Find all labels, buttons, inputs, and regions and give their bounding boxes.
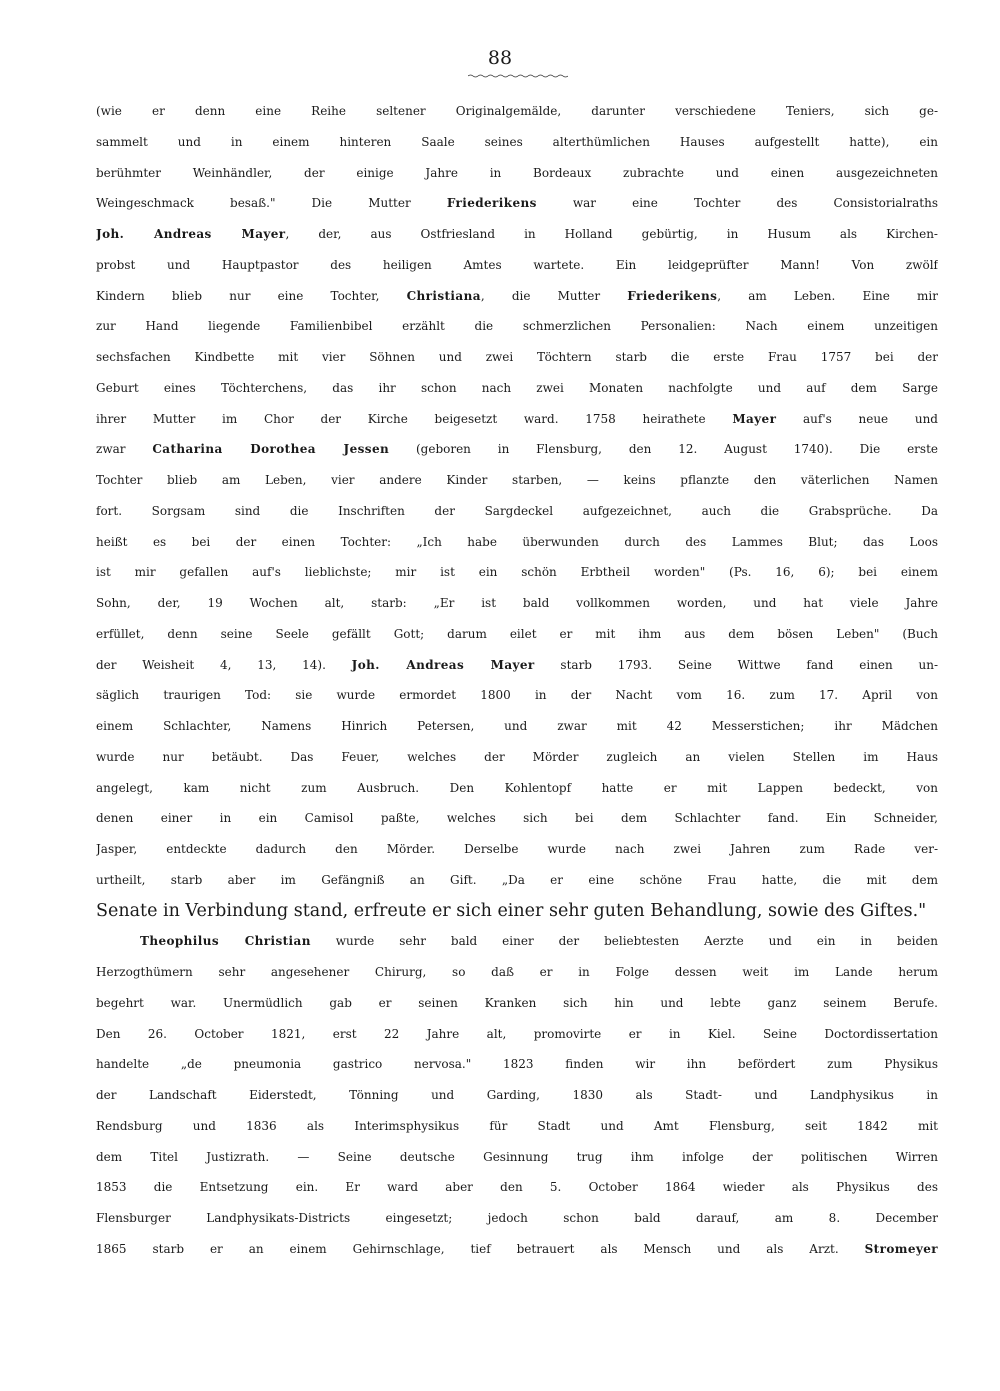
text-line — [96, 926, 938, 957]
emphasized-name: Friederikens — [446, 196, 537, 211]
text-line — [96, 1172, 938, 1203]
text-segment: Weingeschmack besaß." Die Mutter — [96, 196, 447, 211]
text-line — [96, 373, 938, 404]
text-segment: Den 26. October 1821, erst 22 Jahre alt, promovirte er in Kiel. Seine Doctordissertation — [96, 1026, 938, 1041]
emphasized-name: Theophilus Christian — [140, 934, 311, 949]
text-segment: handelte „de pneumonia gastrico nervosa." 1823 finden wir ihn befördert zum Physikus — [96, 1057, 938, 1072]
text-segment: angelegt, kam nicht zum Ausbruch. Den Kohlentopf hatte er mit Lappen bedeckt, von — [96, 780, 938, 795]
text-segment: zur Hand liegende Familienbibel erzählt die schmerzlichen Personalien: Nach einem unzeitigen — [96, 319, 938, 334]
emphasized-name: Catharina Dorothea Jessen — [152, 442, 390, 457]
text-segment: berühmter Weinhändler, der einige Jahre in Bordeaux zubrachte und einen ausgezeichneten — [96, 165, 938, 180]
text-line — [96, 404, 938, 435]
emphasized-name: Christiana — [406, 288, 481, 303]
text-segment: begehrt war. Unermüdlich gab er seinen Kranken sich hin und lebte ganz seinem Berufe. — [96, 995, 938, 1010]
text-line — [96, 680, 938, 711]
text-line — [96, 219, 938, 250]
text-line — [96, 127, 938, 158]
page-number-ornament — [468, 74, 568, 78]
text-line — [96, 1203, 938, 1234]
text-segment: wurde nur betäubt. Das Feuer, welches der Mörder zugleich an vielen Stellen im Haus — [96, 749, 938, 764]
text-line — [96, 773, 938, 804]
emphasized-name: Joh. Andreas Mayer — [96, 227, 286, 241]
text-segment: Senate in Verbindung stand, erfreute er sich einer sehr guten Behandlung, sowie des Giftes." — [96, 900, 927, 921]
text-segment: sammelt und in einem hinteren Saale seines alterthümlichen Hauses aufgestellt hatte), ein — [96, 134, 938, 149]
text-line — [96, 957, 938, 988]
text-segment: urtheilt, starb aber im Gefängniß an Gift. „Da er eine schöne Frau hatte, die mit dem — [96, 872, 938, 887]
text-segment: probst und Hauptpastor des heiligen Amtes wartete. Ein leidgeprüfter Mann! Von zwölf — [96, 257, 938, 272]
text-segment: dem Titel Justizrath. — Seine deutsche Gesinnung trug ihm infolge der politischen Wirren — [96, 1149, 938, 1164]
text-segment: sechsfachen Kindbette mit vier Söhnen und zwei Töchtern starb die erste Frau 1757 bei der — [96, 350, 938, 364]
text-line — [96, 1049, 938, 1080]
emphasized-name: Mayer — [732, 411, 777, 426]
text-segment: erfüllet, denn seine Seele gefällt Gott; darum eilet er mit ihm aus dem bösen Leben" (Buch — [96, 626, 938, 641]
text-segment: wurde sehr bald einer der beliebtesten Aerzte und ein in beiden — [310, 934, 938, 949]
text-segment: starb 1793. Seine Wittwe fand einen un- — [534, 657, 938, 672]
text-line — [96, 896, 938, 927]
text-segment: Sohn, der, 19 Wochen alt, starb: „Er ist bald vollkommen worden, und hat viele Jahre — [96, 596, 938, 610]
text-line — [96, 1234, 938, 1265]
text-segment: fort. Sorgsam sind die Inschriften der Sargdeckel aufgezeichnet, auch die Grabsprüche. Da — [96, 503, 938, 518]
text-segment: , der, aus Ostfriesland in Holland gebürtig, in Husum als Kirchen- — [285, 227, 938, 241]
text-line — [96, 588, 938, 619]
text-segment: , am Leben. Eine mir — [717, 288, 938, 303]
text-line — [96, 619, 938, 650]
text-line — [96, 1111, 938, 1142]
text-line — [96, 96, 938, 127]
emphasized-name: Friederikens — [627, 288, 718, 303]
text-line — [96, 342, 938, 373]
text-line — [96, 496, 938, 527]
text-line — [96, 1142, 938, 1173]
text-segment: Jasper, entdeckte dadurch den Mörder. Derselbe wurde nach zwei Jahren zum Rade ver- — [96, 842, 938, 856]
text-line — [96, 650, 938, 681]
emphasized-name: Stromeyer — [864, 1241, 938, 1256]
text-line — [96, 1019, 938, 1050]
text-segment: der Landschaft Eiderstedt, Tönning und Garding, 1830 als Stadt- und Landphysikus in — [96, 1088, 938, 1102]
text-segment: auf's neue und — [776, 411, 938, 426]
text-line — [96, 434, 938, 465]
text-segment: denen einer in ein Camisol paßte, welches sich bei dem Schlachter fand. Ein Schneider, — [96, 811, 938, 826]
emphasized-name: Joh. Andreas Mayer — [351, 657, 535, 672]
text-segment: Tochter blieb am Leben, vier andere Kinder starben, — keins pflanzte den väterlichen Namen — [96, 473, 938, 487]
text-segment: ist mir gefallen auf's lieblichste; mir ist ein schön Erbtheil worden" (Ps. 16, 6); bei einem — [96, 565, 938, 580]
text-line — [96, 250, 938, 281]
text-line — [96, 865, 938, 896]
text-line — [96, 742, 938, 773]
text-segment: 1865 starb er an einem Gehirnschlage, tief betrauert als Mensch und als Arzt. — [96, 1241, 865, 1256]
text-line — [96, 557, 938, 588]
text-line — [96, 1080, 938, 1111]
text-segment: säglich traurigen Tod: sie wurde ermordet 1800 in der Nacht vom 16. zum 17. April von — [96, 688, 938, 703]
text-line — [96, 711, 938, 742]
text-segment: Kindern blieb nur eine Tochter, — [96, 288, 407, 303]
text-line — [96, 188, 938, 219]
text-line — [96, 158, 938, 189]
text-line — [96, 988, 938, 1019]
text-segment: war eine Tochter des Consistorialraths — [536, 196, 938, 211]
text-segment: Geburt eines Töchterchens, das ihr schon nach zwei Monaten nachfolgte und auf dem Sarge — [96, 380, 938, 395]
text-segment: 1853 die Entsetzung ein. Er ward aber den 5. October 1864 wieder als Physikus des — [96, 1180, 938, 1195]
text-segment: einem Schlachter, Namens Hinrich Petersen, und zwar mit 42 Messerstichen; ihr Mädchen — [96, 719, 938, 733]
text-segment: Herzogthümern sehr angesehener Chirurg, so daß er in Folge dessen weit im Lande herum — [96, 965, 938, 979]
text-segment: Rendsburg und 1836 als Interimsphysikus für Stadt und Amt Flensburg, seit 1842 mit — [96, 1118, 938, 1133]
text-line — [96, 834, 938, 865]
text-segment: , die Mutter — [480, 288, 628, 303]
text-segment: der Weisheit 4, 13, 14). — [96, 657, 352, 672]
text-segment: Flensburger Landphysikats-Districts eingesetzt; jedoch schon bald darauf, am 8. December — [96, 1211, 938, 1225]
text-line — [96, 803, 938, 834]
text-line — [96, 465, 938, 496]
text-line — [96, 527, 938, 558]
text-line — [96, 281, 938, 312]
text-segment: (wie er denn eine Reihe seltener Originalgemälde, darunter verschiedene Teniers, sich ge- — [96, 104, 938, 118]
text-segment: (geboren in Flensburg, den 12. August 1740). Die erste — [389, 442, 938, 457]
page-number: 88 — [487, 47, 513, 69]
text-segment: zwar — [96, 442, 153, 457]
body-text — [96, 96, 938, 1265]
text-segment: heißt es bei der einen Tochter: „Ich habe überwunden durch des Lammes Blut; das Loos — [96, 534, 938, 549]
text-segment: ihrer Mutter im Chor der Kirche beigesetzt ward. 1758 heirathete — [96, 411, 733, 426]
text-line — [96, 311, 938, 342]
